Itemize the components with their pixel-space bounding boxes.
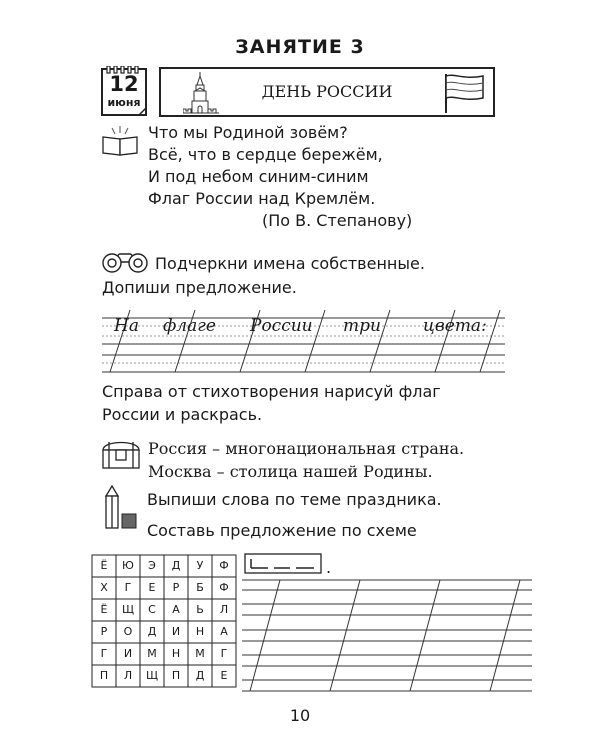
copybook-word: цвета: — [423, 316, 487, 336]
grid-cell: И — [171, 625, 181, 638]
grid-cell: М — [147, 647, 157, 660]
fact-multinational: Россия – многонациональная страна. — [148, 439, 465, 458]
copybook-word: России — [250, 316, 313, 336]
grid-cell: Р — [100, 625, 108, 638]
grid-cell: Н — [171, 647, 181, 660]
copybook-word: три — [343, 316, 381, 336]
poem-line: Что мы Родиной зовём? — [148, 123, 348, 142]
copybook-word: флаге — [163, 316, 216, 336]
grid-cell: П — [171, 669, 181, 682]
grid-cell: М — [195, 647, 205, 660]
grid-cell: Д — [195, 669, 205, 682]
calendar-day: 12 — [109, 72, 139, 96]
grid-cell: Л — [219, 603, 229, 616]
grid-cell: Ю — [122, 559, 134, 572]
grid-cell: Ф — [219, 559, 229, 572]
task-write-words: Выпиши слова по теме праздника. — [147, 490, 442, 509]
fact-capital: Москва – столица нашей Родины. — [148, 462, 433, 481]
grid-cell: Н — [195, 625, 205, 638]
grid-cell: П — [99, 669, 109, 682]
grid-cell: Х — [100, 581, 108, 594]
task-compose-sentence: Составь предложение по схеме — [147, 521, 417, 540]
page-number: 10 — [289, 706, 311, 725]
grid-cell: Г — [100, 647, 108, 660]
task-draw-flag: Справа от стихотворения нарисуй флаг — [102, 382, 441, 401]
banner-title: ДЕНЬ РОССИИ — [261, 82, 393, 101]
poem-author: (По В. Степанову) — [262, 211, 413, 230]
grid-cell: А — [220, 625, 228, 638]
task-draw-flag-continued: России и раскрась. — [102, 405, 263, 424]
poem-line: Флаг России над Кремлём. — [148, 189, 376, 208]
grid-cell: Г — [220, 647, 228, 660]
grid-cell: Д — [171, 559, 181, 572]
grid-cell: О — [123, 625, 133, 638]
poem-line: Всё, что в сердце бережём, — [148, 145, 383, 164]
grid-cell: Щ — [121, 603, 135, 616]
grid-cell: Б — [196, 581, 204, 594]
grid-cell: Л — [123, 669, 133, 682]
grid-cell: Р — [172, 581, 180, 594]
grid-cell: Е — [220, 669, 228, 682]
grid-cell: А — [172, 603, 180, 616]
grid-cell: Ф — [219, 581, 229, 594]
grid-cell: Ё — [100, 603, 108, 616]
task-complete-sentence: Допиши предложение. — [102, 278, 297, 297]
grid-cell: Э — [148, 559, 156, 572]
poem-line: И под небом синим-синим — [148, 167, 369, 186]
grid-cell: У — [196, 559, 204, 572]
grid-cell: И — [123, 647, 133, 660]
grid-cell: Г — [124, 581, 132, 594]
grid-cell: Щ — [145, 669, 159, 682]
scheme-period: . — [326, 558, 332, 577]
calendar-month: июня — [107, 96, 141, 109]
task-underline: Подчеркни имена собственные. — [155, 254, 425, 273]
copybook-word: На — [114, 316, 139, 336]
lesson-title: ЗАНЯТИЕ 3 — [235, 36, 365, 58]
grid-cell: Ё — [100, 559, 108, 572]
grid-cell: Е — [148, 581, 156, 594]
grid-cell: Д — [147, 625, 157, 638]
grid-cell: С — [148, 603, 156, 616]
grid-cell: Ь — [196, 603, 204, 616]
